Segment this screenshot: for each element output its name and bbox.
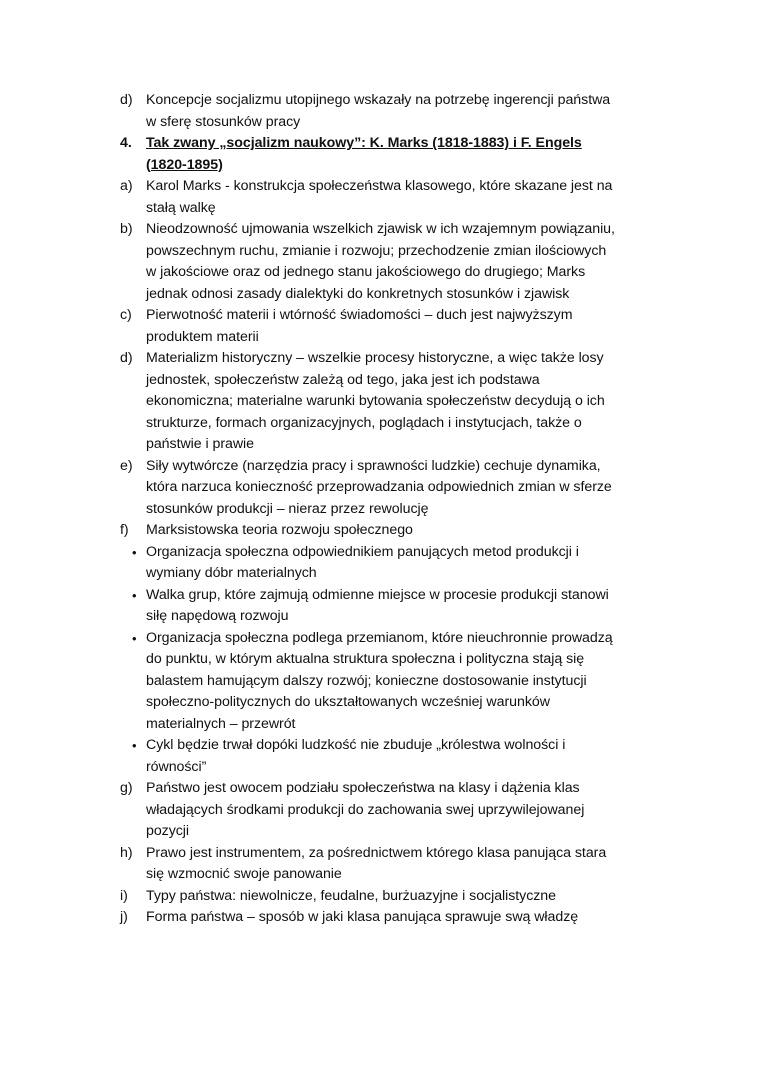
section-heading-text: Tak zwany „socjalizm naukowy”: K. Marks (1818-1883) i F. Engels (1820-1895) xyxy=(146,135,582,173)
bullet-text: Organizacja społeczna podlega przemianom, które nieuchronnie prowadzą do punktu, w którym aktualna struktura społeczna i polityczna stają się balastem hamującym dalszy rozwój; konieczne dostosowanie instytucji społeczno-politycznych do ukształtowanych wcześniej warunków materialnych – przewrót xyxy=(146,629,613,732)
list-marker: f) xyxy=(120,522,129,538)
bullet-text: Cykl będzie trwał dopóki ludzkość nie zbuduje „królestwa wolności i równości” xyxy=(146,737,566,775)
bullet-item xyxy=(120,735,620,778)
bullet-item xyxy=(120,542,620,585)
list-item-c xyxy=(120,305,620,348)
list-item-text: Marksistowska teoria rozwoju społecznego xyxy=(146,522,413,538)
list-item-d-materialism xyxy=(120,348,620,456)
section-number: 4. xyxy=(120,135,132,151)
list-item-text: Nieodzowność ujmowania wszelkich zjawisk w ich wzajemnym powiązaniu, powszechnym ruchu, zmianie i rozwoju; przechodzenie zmian ilościowych w jakościowe oraz od jednego stanu jakościowego do drugiego; Marks jednak odnosi zasady dialektyki do konkretnych stosunków i zjawisk xyxy=(146,221,615,302)
list-item-i xyxy=(120,886,620,908)
list-item-e xyxy=(120,456,620,521)
list-item-text: Koncepcje socjalizmu utopijnego wskazały na potrzebę ingerencji państwa w sferę stosunków pracy xyxy=(146,92,611,130)
list-item-h xyxy=(120,843,620,886)
list-marker: h) xyxy=(120,844,133,861)
document-content xyxy=(120,90,620,929)
bullet-item xyxy=(120,628,620,736)
list-marker: d) xyxy=(120,350,133,366)
list-item-text: Prawo jest instrumentem, za pośrednictwem którego klasa panująca stara się wzmocnić swoje panowanie xyxy=(146,844,607,882)
section-heading-scientific-socialism xyxy=(120,133,620,176)
list-marker: c) xyxy=(120,307,132,323)
list-item-text: Państwo jest owocem podziału społeczeństwa na klasy i dążenia klas władających środkami produkcji do zachowania swej uprzywilejowanej pozycji xyxy=(146,780,585,839)
list-item-text: Pierwotność materii i wtórność świadomości – duch jest najwyższym produktem materii xyxy=(146,307,573,345)
list-item-f xyxy=(120,520,620,542)
bullet-text: Walka grup, które zajmują odmienne miejsce w procesie produkcji stanowi siłę napędową rozwoju xyxy=(146,586,609,624)
list-item-text: Materializm historyczny – wszelkie procesy historyczne, a więc także losy jednostek, społeczeństw zależą od tego, jaka jest ich podstawa ekonomiczna; materialne warunki bytowania społeczeństw decydują o ich strukturze, formach organizacyjnych, poglądach i instytucjach, także o państwie i prawie xyxy=(146,350,605,452)
list-marker: j) xyxy=(120,909,128,925)
list-item-j xyxy=(120,907,620,929)
list-item-g xyxy=(120,778,620,843)
bullet-icon: • xyxy=(132,587,137,603)
list-item-d-utopian xyxy=(120,90,620,133)
list-marker: d) xyxy=(120,92,133,108)
list-item-text: Forma państwa – sposób w jaki klasa panująca sprawuje swą władzę xyxy=(146,909,579,925)
bullet-icon: • xyxy=(132,630,137,646)
list-item-text: Siły wytwórcze (narzędzia pracy i sprawności ludzkie) cechuje dynamika, która narzuca konieczność przeprowadzania odpowiednich zmian w sferze stosunków produkcji – nieraz przez rewolucję xyxy=(146,457,612,517)
bullet-icon: • xyxy=(132,544,137,560)
list-marker: i) xyxy=(120,887,128,904)
bullet-icon: • xyxy=(132,738,137,753)
list-item-b xyxy=(120,219,620,305)
list-marker: b) xyxy=(120,221,133,237)
bullet-text: Organizacja społeczna odpowiednikiem panujących metod produkcji i wymiany dóbr materialnych xyxy=(146,543,579,581)
list-item-text: Karol Marks - konstrukcja społeczeństwa klasowego, które skazane jest na stałą walkę xyxy=(146,178,613,216)
list-item-a xyxy=(120,176,620,219)
list-marker: g) xyxy=(120,780,133,796)
list-marker: a) xyxy=(120,178,133,194)
list-marker: e) xyxy=(120,457,133,474)
list-item-text: Typy państwa: niewolnicze, feudalne, burżuazyjne i socjalistyczne xyxy=(146,887,556,904)
bullet-item xyxy=(120,585,620,628)
